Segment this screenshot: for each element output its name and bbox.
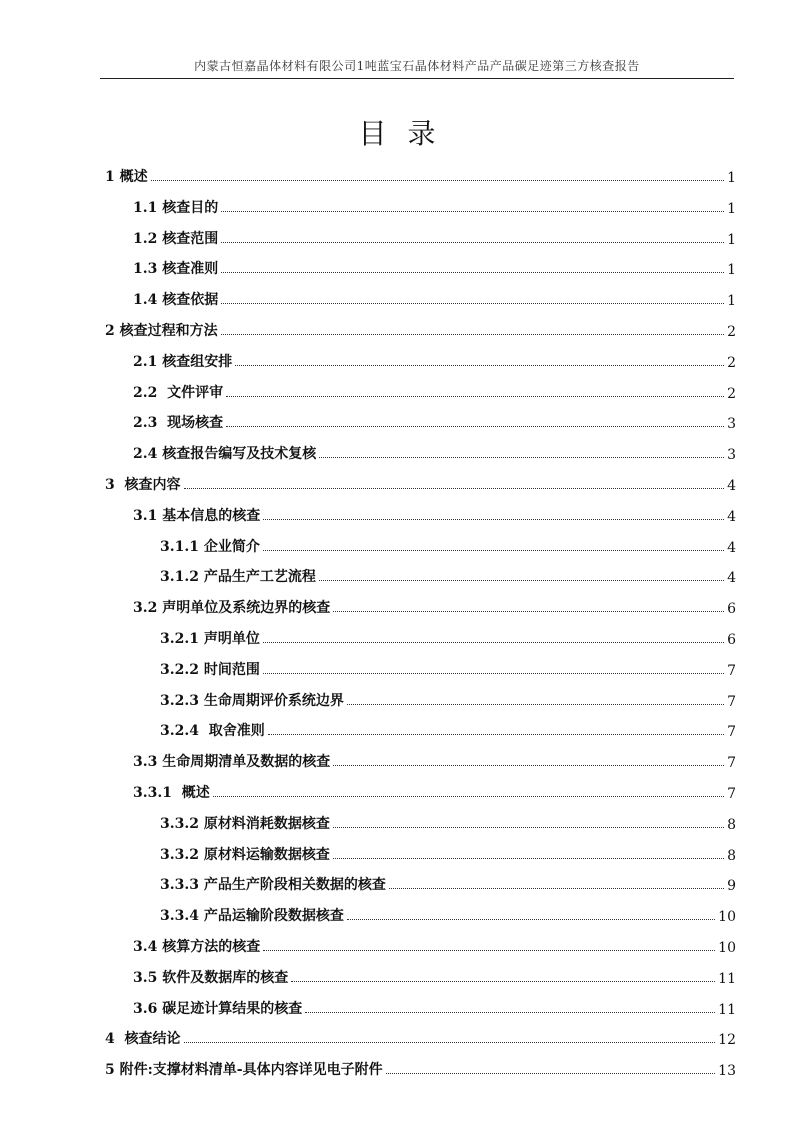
toc-leader-dots bbox=[184, 488, 725, 489]
toc-leader-dots bbox=[151, 180, 724, 181]
toc-entry-label: 3.2.4 取舍准则 bbox=[160, 723, 265, 740]
toc-leader-dots bbox=[263, 550, 724, 551]
toc-entry-label: 2 核查过程和方法 bbox=[105, 323, 218, 339]
toc-entry-page-number: 7 bbox=[727, 755, 736, 772]
toc-entry[interactable] bbox=[133, 441, 736, 463]
toc-leader-dots bbox=[263, 519, 724, 520]
toc-leader-dots bbox=[221, 334, 724, 335]
toc-entry-page-number: 6 bbox=[727, 632, 736, 648]
toc-leader-dots bbox=[291, 981, 715, 982]
toc-leader-dots bbox=[263, 673, 724, 674]
toc-leader-dots bbox=[333, 765, 724, 766]
toc-entry-label: 3.1.2 产品生产工艺流程 bbox=[160, 569, 316, 586]
toc-entry-page-number: 1 bbox=[727, 293, 736, 310]
toc-entry[interactable] bbox=[133, 349, 736, 371]
toc-entry-page-number: 7 bbox=[727, 693, 736, 710]
toc-entry-label: 3.6 碳足迹计算结果的核查 bbox=[133, 1000, 303, 1017]
toc-leader-dots bbox=[263, 950, 715, 951]
toc-leader-dots bbox=[386, 1073, 716, 1074]
toc-entry[interactable] bbox=[105, 1026, 736, 1048]
toc-entry[interactable] bbox=[133, 749, 736, 771]
toc-entry-label: 1.3 核查准则 bbox=[133, 261, 219, 278]
toc-entry-page-number: 9 bbox=[727, 878, 736, 895]
toc-entry-label: 3.3.2 原材料运输数据核查 bbox=[160, 846, 330, 863]
toc-leader-dots bbox=[226, 426, 724, 427]
toc-leader-dots bbox=[333, 611, 724, 612]
toc-leader-dots bbox=[305, 1012, 715, 1013]
toc-leader-dots bbox=[347, 919, 715, 920]
toc-leader-dots bbox=[221, 242, 724, 243]
toc-entry-label: 2.1 核查组安排 bbox=[133, 353, 233, 370]
toc-entry[interactable] bbox=[105, 472, 736, 494]
toc-entry-label: 1.4 核查依据 bbox=[133, 292, 219, 309]
running-header: 内蒙古恒嘉晶体材料有限公司1吨蓝宝石晶体材料产品产品碳足迹第三方核查报告 bbox=[100, 56, 734, 79]
toc-entry[interactable] bbox=[133, 380, 736, 402]
toc-entry-page-number: 10 bbox=[718, 940, 736, 956]
toc-entry[interactable] bbox=[133, 195, 736, 217]
toc-entry[interactable] bbox=[133, 256, 736, 278]
toc-entry-page-number: 13 bbox=[718, 1063, 736, 1080]
toc-entry-page-number: 1 bbox=[727, 170, 736, 186]
toc-entry-label: 3.3.1 概述 bbox=[133, 785, 210, 801]
toc-entry-label: 3.2 声明单位及系统边界的核查 bbox=[133, 600, 331, 617]
toc-entry-label: 2.4 核查报告编写及技术复核 bbox=[133, 446, 317, 463]
toc-leader-dots bbox=[226, 396, 724, 397]
toc-entry[interactable] bbox=[160, 688, 736, 710]
toc-entry[interactable] bbox=[105, 164, 736, 186]
toc-leader-dots bbox=[347, 704, 724, 705]
toc-leader-dots bbox=[213, 796, 724, 797]
toc-entry-page-number: 11 bbox=[718, 1001, 736, 1018]
toc-entry-label: 1 概述 bbox=[105, 169, 148, 185]
toc-entry[interactable] bbox=[160, 534, 736, 556]
toc-entry-page-number: 10 bbox=[718, 909, 736, 926]
toc-leader-dots bbox=[333, 827, 724, 828]
toc-entry-page-number: 1 bbox=[727, 231, 736, 248]
toc-entry-page-number: 2 bbox=[727, 354, 736, 371]
toc-entry[interactable] bbox=[160, 657, 736, 679]
toc-entry[interactable] bbox=[133, 287, 736, 309]
toc-entry-page-number: 7 bbox=[727, 662, 736, 679]
toc-entry[interactable] bbox=[160, 842, 736, 864]
toc-entry-label: 2.3 现场核查 bbox=[133, 415, 224, 432]
toc-leader-dots bbox=[333, 858, 724, 859]
toc-entry-label: 4 核查结论 bbox=[105, 1031, 181, 1048]
toc-leader-dots bbox=[221, 272, 724, 273]
toc-entry[interactable] bbox=[133, 410, 736, 432]
toc-entry-label: 2.2 文件评审 bbox=[133, 384, 224, 401]
toc-entry[interactable] bbox=[133, 503, 736, 525]
toc-entry[interactable] bbox=[133, 996, 736, 1018]
toc-entry-label: 3 核查内容 bbox=[105, 477, 181, 493]
toc-entry-page-number: 2 bbox=[727, 385, 736, 402]
toc-leader-dots bbox=[268, 734, 724, 735]
toc-entry[interactable] bbox=[133, 226, 736, 248]
toc-leader-dots bbox=[319, 457, 724, 458]
toc-leader-dots bbox=[235, 365, 724, 366]
toc-entry-label: 3.3 生命周期清单及数据的核查 bbox=[133, 754, 331, 771]
toc-leader-dots bbox=[221, 211, 724, 212]
toc-entry-page-number: 4 bbox=[727, 570, 736, 587]
toc-entry[interactable] bbox=[160, 718, 736, 740]
toc-leader-dots bbox=[389, 888, 724, 889]
toc-entry-page-number: 1 bbox=[727, 262, 736, 279]
toc-entry-page-number: 8 bbox=[727, 816, 736, 833]
toc-entry-page-number: 12 bbox=[718, 1032, 736, 1049]
toc-entry-label: 3.2.3 生命周期评价系统边界 bbox=[160, 692, 344, 709]
toc-entry[interactable] bbox=[160, 811, 736, 833]
toc-entry-label: 1.2 核查范围 bbox=[133, 230, 219, 247]
toc-entry-label: 3.1 基本信息的核查 bbox=[133, 507, 261, 524]
toc-entry-label: 3.2.2 时间范围 bbox=[160, 661, 260, 678]
toc-entry-page-number: 7 bbox=[727, 786, 736, 802]
toc-leader-dots bbox=[319, 580, 724, 581]
toc-entry-label: 5 附件:支撑材料清单-具体内容详见电子附件 bbox=[105, 1062, 383, 1079]
toc-entry-page-number: 2 bbox=[727, 324, 736, 340]
toc-entry-label: 3.1.1 企业简介 bbox=[160, 538, 260, 555]
toc-entry-page-number: 11 bbox=[718, 970, 736, 987]
toc-entry-label: 1.1 核查目的 bbox=[133, 199, 219, 216]
toc-entry-page-number: 3 bbox=[727, 416, 736, 433]
toc-entry[interactable] bbox=[160, 872, 736, 894]
toc-entry-page-number: 4 bbox=[727, 508, 736, 525]
toc-entry-page-number: 3 bbox=[727, 447, 736, 464]
toc-entry[interactable] bbox=[133, 934, 736, 956]
toc-entry-label: 3.3.2 原材料消耗数据核查 bbox=[160, 815, 330, 832]
toc-entry[interactable] bbox=[160, 626, 736, 648]
toc-entry[interactable] bbox=[160, 903, 736, 925]
toc-entry[interactable] bbox=[160, 564, 736, 586]
toc-entry-label: 3.4 核算方法的核查 bbox=[133, 939, 261, 955]
toc-entry[interactable] bbox=[105, 318, 736, 340]
toc-leader-dots bbox=[184, 1042, 716, 1043]
toc-leader-dots bbox=[221, 303, 724, 304]
toc-entry[interactable] bbox=[133, 965, 736, 987]
toc-entry-page-number: 7 bbox=[727, 724, 736, 741]
toc-entry-page-number: 4 bbox=[727, 478, 736, 494]
toc-entry-label: 3.3.3 产品生产阶段相关数据的核查 bbox=[160, 877, 386, 894]
toc-entry-page-number: 8 bbox=[727, 847, 736, 864]
toc-entry[interactable] bbox=[133, 780, 736, 802]
page-title: 目 录 bbox=[358, 117, 442, 150]
toc-entry-label: 3.2.1 声明单位 bbox=[160, 631, 260, 647]
toc-entry-page-number: 1 bbox=[727, 200, 736, 217]
toc-entry-page-number: 4 bbox=[727, 539, 736, 556]
toc-entry-label: 3.3.4 产品运输阶段数据核查 bbox=[160, 908, 344, 925]
toc-entry-page-number: 6 bbox=[727, 601, 736, 618]
toc-entry[interactable] bbox=[105, 1057, 736, 1079]
toc-entry-label: 3.5 软件及数据库的核查 bbox=[133, 969, 289, 986]
toc-entry[interactable] bbox=[133, 595, 736, 617]
toc-leader-dots bbox=[263, 642, 724, 643]
